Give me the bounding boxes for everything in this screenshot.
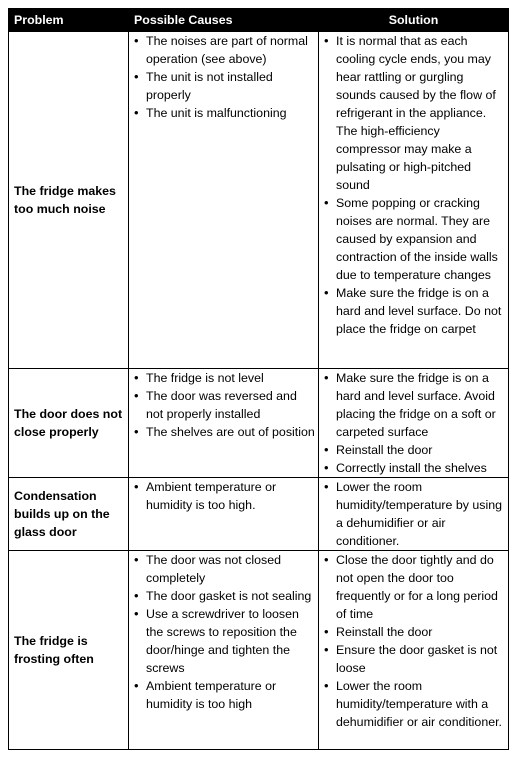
causes-cell: [129, 551, 319, 750]
cause-item: • Ambient temperature or humidity is too high: [134, 677, 315, 713]
header-solution: Solution: [319, 9, 509, 32]
solution-item: • Make sure the fridge is on a hard and level surface. Do not place the fridge on carpet: [324, 284, 505, 338]
solution-item: • Lower the room humidity/temperature by using a dehumidifier or air conditioner.: [324, 478, 505, 550]
solution-item: • Correctly install the shelves: [324, 459, 505, 477]
solution-cell: [319, 551, 509, 750]
table-row: [9, 478, 509, 551]
solution-item: • Reinstall the door: [324, 623, 505, 641]
cause-item: • Use a screwdriver to loosen the screws to reposition the door/hinge and tighten the screws: [134, 605, 315, 677]
causes-list: [134, 369, 315, 441]
causes-cell: [129, 478, 319, 551]
problem-cell: The door does not close properly: [9, 369, 129, 478]
solution-cell: [319, 478, 509, 551]
causes-list: [134, 478, 315, 514]
solution-item: • Reinstall the door: [324, 441, 505, 459]
cause-item: • The door was reversed and not properly installed: [134, 387, 315, 423]
causes-cell: [129, 32, 319, 369]
header-possible-causes: Possible Causes: [129, 9, 319, 32]
table-row: [9, 551, 509, 750]
solution-item: • Ensure the door gasket is not loose: [324, 641, 505, 677]
table-row: [9, 369, 509, 478]
solution-cell: [319, 32, 509, 369]
table-row: [9, 32, 509, 369]
cause-item: • The door gasket is not sealing: [134, 587, 315, 605]
solution-item: • Make sure the fridge is on a hard and level surface. Avoid placing the fridge on a soft or carpeted surface: [324, 369, 505, 441]
causes-cell: [129, 369, 319, 478]
cause-item: • The fridge is not level: [134, 369, 315, 387]
solutions-list: [324, 551, 505, 731]
solutions-list: [324, 32, 505, 338]
causes-list: [134, 551, 315, 713]
solution-item: • It is normal that as each cooling cycle ends, you may hear rattling or gurgling sounds caused by the flow of refrigerant in the appliance. The high-efficiency compressor may make a pulsating or high-pitched sound: [324, 32, 505, 194]
solution-item: • Close the door tightly and do not open the door too frequently or for a long period of time: [324, 551, 505, 623]
problem-cell: The fridge makes too much noise: [9, 32, 129, 369]
header-row: [9, 9, 509, 32]
cause-item: • The door was not closed completely: [134, 551, 315, 587]
cause-item: • The unit is malfunctioning: [134, 104, 315, 122]
cause-item: • Ambient temperature or humidity is too high.: [134, 478, 315, 514]
problem-cell: Condensation builds up on the glass door: [9, 478, 129, 551]
solution-cell: [319, 369, 509, 478]
troubleshooting-table: [8, 8, 509, 750]
solutions-list: [324, 369, 505, 477]
cause-item: • The shelves are out of position: [134, 423, 315, 441]
causes-list: [134, 32, 315, 122]
problem-cell: The fridge is frosting often: [9, 551, 129, 750]
solution-item: • Some popping or cracking noises are normal. They are caused by expansion and contraction of the inside walls due to temperature changes: [324, 194, 505, 284]
header-problem: Problem: [9, 9, 129, 32]
cause-item: • The noises are part of normal operation (see above): [134, 32, 315, 68]
cause-item: • The unit is not installed properly: [134, 68, 315, 104]
solutions-list: [324, 478, 505, 550]
solution-item: • Lower the room humidity/temperature with a dehumidifier or air conditioner.: [324, 677, 505, 731]
